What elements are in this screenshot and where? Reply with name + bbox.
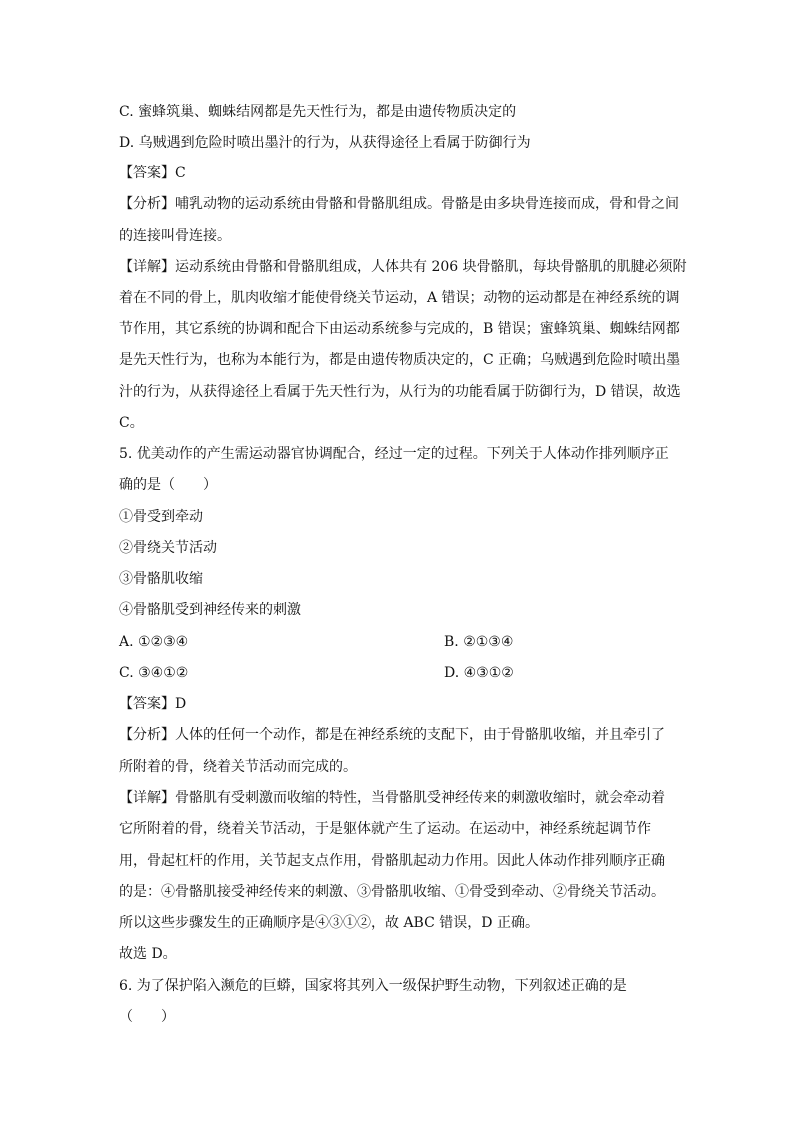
- q5-item: ②骨绕关节活动: [119, 540, 217, 556]
- q5-option-a: A. ①②③④: [119, 634, 189, 650]
- q5-item: ①骨受到牵动: [119, 509, 203, 525]
- q5-item: ③骨骼肌收缩: [119, 571, 203, 587]
- q6-stem-line: 6. 为了保护陷入濒危的巨蟒，国家将其列入一级保护野生动物，下列叙述正确的是: [119, 978, 627, 994]
- q5-item: ④骨骼肌受到神经传来的刺激: [119, 602, 301, 618]
- q5-stem-line: 5. 优美动作的产生需运动器官协调配合，经过一定的过程。下列关于人体动作排列顺序正: [119, 446, 669, 462]
- q4-explanation-line: 【详解】运动系统由骨骼和骨骼肌组成，人体共有 206 块骨骼肌，每块骨骼肌的肌腱必须附: [119, 259, 687, 275]
- q4-option-c: C. 蜜蜂筑巢、蜘蛛结网都是先天性行为，都是由遗传物质决定的: [119, 104, 517, 120]
- q5-analysis-line: 所附着的骨，绕着关节活动而完成的。: [119, 759, 357, 775]
- q5-option-b: B. ②①③④: [444, 634, 514, 650]
- q5-explanation-line: 所以这些步骤发生的正确顺序是④③①②，故 ABC 错误，D 正确。: [119, 915, 539, 931]
- q4-explanation-line: 节作用，其它系统的协调和配合下由运动系统参与完成的，B 错误；蜜蜂筑巢、蜘蛛结网都: [119, 321, 680, 337]
- q5-option-c: C. ③④①②: [119, 665, 189, 681]
- q4-explanation-line: 汁的行为，从获得途径上看属于先天性行为，从行为的功能看属于防御行为，D 错误，故选: [119, 384, 681, 400]
- q4-explanation-line: C。: [119, 415, 144, 431]
- q4-option-d: D. 乌贼遇到危险时喷出墨汁的行为，从获得途径上看属于防御行为: [119, 135, 531, 151]
- q4-explanation-line: 是先天性行为，也称为本能行为，都是由遗传物质决定的，C 正确；乌贼遇到危险时喷出墨: [119, 352, 681, 368]
- q4-explanation-line: 着在不同的骨上，肌肉收缩才能使骨绕关节运动，A 错误；动物的运动都是在神经系统的调: [119, 290, 680, 306]
- q4-answer: 【答案】C: [119, 165, 186, 181]
- q4-analysis-line: 【分析】哺乳动物的运动系统由骨骼和骨骼肌组成。骨骼是由多块骨连接而成，骨和骨之间: [119, 196, 679, 212]
- q5-explanation-line: 【详解】骨骼肌有受刺激而收缩的特性，当骨骼肌受神经传来的刺激收缩时，就会牵动着: [119, 790, 665, 806]
- q5-option-d: D. ④③①②: [444, 665, 514, 681]
- q5-analysis-line: 【分析】人体的任何一个动作，都是在神经系统的支配下，由于骨骼肌收缩，并且牵引了: [119, 727, 665, 743]
- q6-stem-line: （ ）: [119, 1009, 175, 1025]
- q5-conclusion: 故选 D。: [119, 946, 177, 962]
- q5-stem-line: 确的是（ ）: [119, 477, 217, 493]
- q5-explanation-line: 用，骨起杠杆的作用，关节起支点作用，骨骼肌起动力作用。因此人体动作排列顺序正确: [119, 853, 665, 869]
- q5-explanation-line: 的是：④骨骼肌接受神经传来的刺激、③骨骼肌收缩、①骨受到牵动、②骨绕关节活动。: [119, 884, 665, 900]
- q4-analysis-line: 的连接叫骨连接。: [119, 228, 231, 244]
- q5-answer: 【答案】D: [119, 696, 187, 712]
- q5-explanation-line: 它所附着的骨，绕着关节活动，于是躯体就产生了运动。在运动中，神经系统起调节作: [119, 821, 651, 837]
